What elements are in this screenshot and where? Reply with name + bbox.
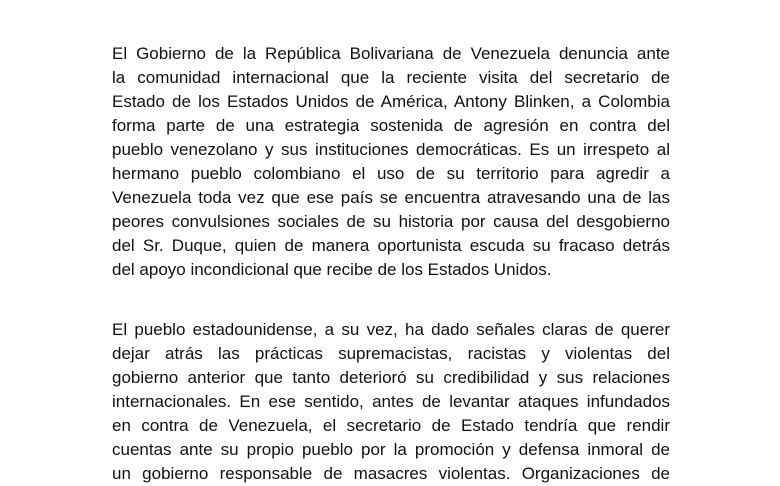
text-line: peores convulsiones sociales de su historia por causa del desgobierno bbox=[112, 212, 670, 231]
text-line: cuentas ante su propio pueblo por la promoción y defensa inmoral de bbox=[112, 440, 670, 459]
text-line: El Gobierno de la República Bolivariana de Venezuela denuncia ante bbox=[112, 44, 670, 63]
text-line: hermano pueblo colombiano el uso de su territorio para agredir a bbox=[112, 164, 670, 183]
text-line: del Sr. Duque, quien de manera oportunista escuda su fracaso detrás bbox=[112, 236, 670, 255]
paragraph-2 bbox=[112, 318, 670, 486]
text-line: forma parte de una estrategia sostenida de agresión en contra del bbox=[112, 116, 670, 135]
text-line: dejar atrás las prácticas supremacistas, racistas y violentas del bbox=[112, 344, 670, 363]
text-line: pueblo venezolano y sus instituciones democráticas. Es un irrespeto al bbox=[112, 140, 670, 159]
text-line: El pueblo estadounidense, a su vez, ha dado señales claras de querer bbox=[112, 320, 670, 339]
text-line: gobierno anterior que tanto deterioró su credibilidad y sus relaciones bbox=[112, 368, 670, 387]
text-line: Estado de los Estados Unidos de América, Antony Blinken, a Colombia bbox=[112, 92, 670, 111]
text-line: la comunidad internacional que la reciente visita del secretario de bbox=[112, 68, 670, 87]
text-line: un gobierno responsable de masacres violentas. Organizaciones de bbox=[112, 464, 670, 483]
text-line: internacionales. En ese sentido, antes de levantar ataques infundados bbox=[112, 392, 670, 411]
paragraph-1 bbox=[112, 42, 670, 282]
text-line: Venezuela toda vez que ese país se encuentra atravesando una de las bbox=[112, 188, 670, 207]
text-line: en contra de Venezuela, el secretario de Estado tendría que rendir bbox=[112, 416, 670, 435]
text-line: del apoyo incondicional que recibe de los Estados Unidos. bbox=[112, 260, 552, 279]
